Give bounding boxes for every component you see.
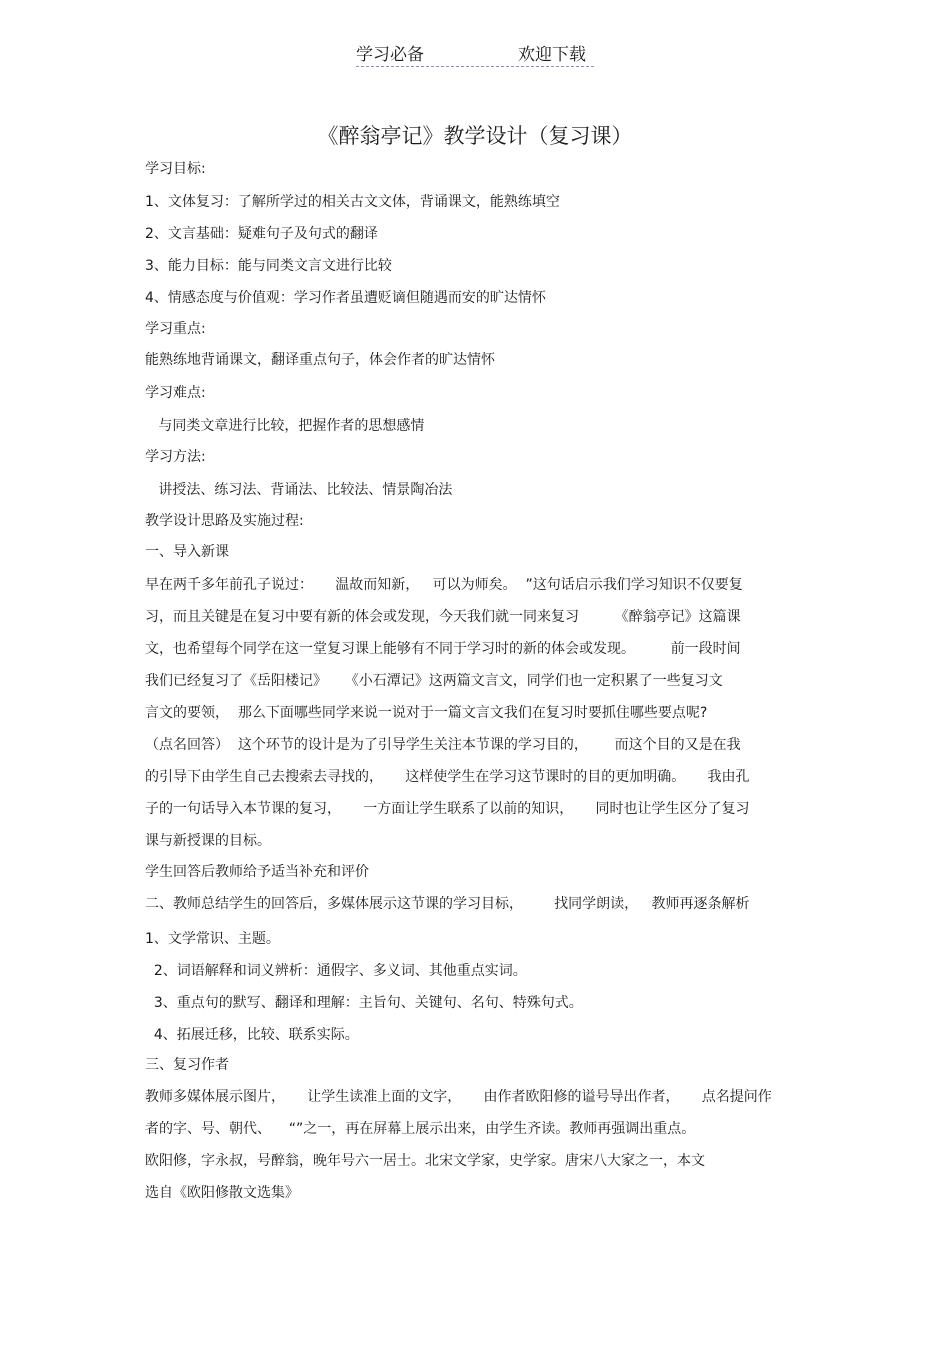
body-line: 早在两千多年前孔子说过： 温故而知新， 可以为师矣。 ”这句话启示我们学习知识不仅要复 <box>145 577 743 593</box>
body-line: 能熟练地背诵课文，翻译重点句子，体会作者的旷达情怀 <box>145 352 495 368</box>
header-left-text: 学习必备 <box>356 45 424 65</box>
body-line: 学习难点: <box>145 385 206 401</box>
body-line: （点名回答） 这个环节的设计是为了引导学生关注本节课的学习目的， 而这个目的又是在我 <box>145 737 741 753</box>
body-line: 4、情感态度与价值观：学习作者虽遭贬谪但随遇而安的旷达情怀 <box>145 290 546 306</box>
body-line: 3、能力目标：能与同类文言文进行比较 <box>145 258 392 274</box>
body-line: 课与新授课的目标。 <box>145 833 271 849</box>
body-line: 者的字、号、朝代、 “”之一，再在屏幕上展示出来，由学生齐读。教师再强调出重点。 <box>145 1121 696 1137</box>
body-line: 与同类文章进行比较，把握作者的思想感情 <box>145 418 425 434</box>
body-line: 选自《欧阳修散文选集》 <box>145 1185 299 1201</box>
body-line: 的引导下由学生自己去搜索去寻找的， 这样使学生在学习这节课时的目的更加明确。 我由孔 <box>145 769 750 785</box>
body-line: 学习目标: <box>145 161 206 177</box>
body-line: 2、词语解释和词义辨析：通假字、多义词、其他重点实词。 <box>145 963 527 979</box>
header-right-text: 欢迎下载 <box>518 45 586 65</box>
body-line: 三、复习作者 <box>145 1057 229 1073</box>
body-line: 言文的要领， 那么下面哪些同学来说一说对于一篇文言文我们在复习时要抓住哪些要点呢? <box>145 705 708 721</box>
body-line: 学习方法: <box>145 449 206 465</box>
body-line: 学生回答后教师给予适当补充和评价 <box>145 864 369 880</box>
body-line: 欧阳修，字永叔，号醉翁，晚年号六一居士。北宋文学家，史学家。唐宋八大家之一，本文 <box>145 1153 705 1169</box>
body-line: 2、文言基础：疑难句子及句式的翻译 <box>145 226 378 242</box>
body-line: 文，也希望每个同学在这一堂复习课上能够有不同于学习时的新的体会或发现。 前一段时间 <box>145 641 741 657</box>
body-line: 子的一句话导入本节课的复习， 一方面让学生联系了以前的知识， 同时也让学生区分了复习 <box>145 801 750 817</box>
body-line: 一、导入新课 <box>145 544 229 560</box>
body-line: 教师多媒体展示图片， 让学生读准上面的文字， 由作者欧阳修的谥号导出作者， 点名提问作 <box>145 1089 772 1105</box>
body-line: 我们已经复习了《岳阳楼记》 《小石潭记》这两篇文言文，同学们也一定积累了一些复习文 <box>145 673 723 689</box>
body-line: 习，而且关键是在复习中要有新的体会或发现，今天我们就一同来复习 《醉翁亭记》这篇课 <box>145 609 741 625</box>
body-line: 讲授法、练习法、背诵法、比较法、情景陶冶法 <box>145 482 453 498</box>
body-line: 二、教师总结学生的回答后，多媒体展示这节课的学习目标， 找同学朗读， 教师再逐条解析 <box>145 896 750 912</box>
body-line: 3、重点句的默写、翻译和理解：主旨句、关键句、名句、特殊句式。 <box>145 995 583 1011</box>
body-line: 学习重点: <box>145 321 206 337</box>
body-line: 4、拓展迁移，比较、联系实际。 <box>145 1027 359 1043</box>
body-line: 1、文体复习：了解所学过的相关古文文体，背诵课文，能熟练填空 <box>145 194 560 210</box>
body-line: 1、文学常识、主题。 <box>145 931 280 947</box>
document-title: 《醉翁亭记》教学设计（复习课） <box>317 124 633 148</box>
page-header <box>356 40 594 67</box>
body-line: 教学设计思路及实施过程: <box>145 513 304 529</box>
